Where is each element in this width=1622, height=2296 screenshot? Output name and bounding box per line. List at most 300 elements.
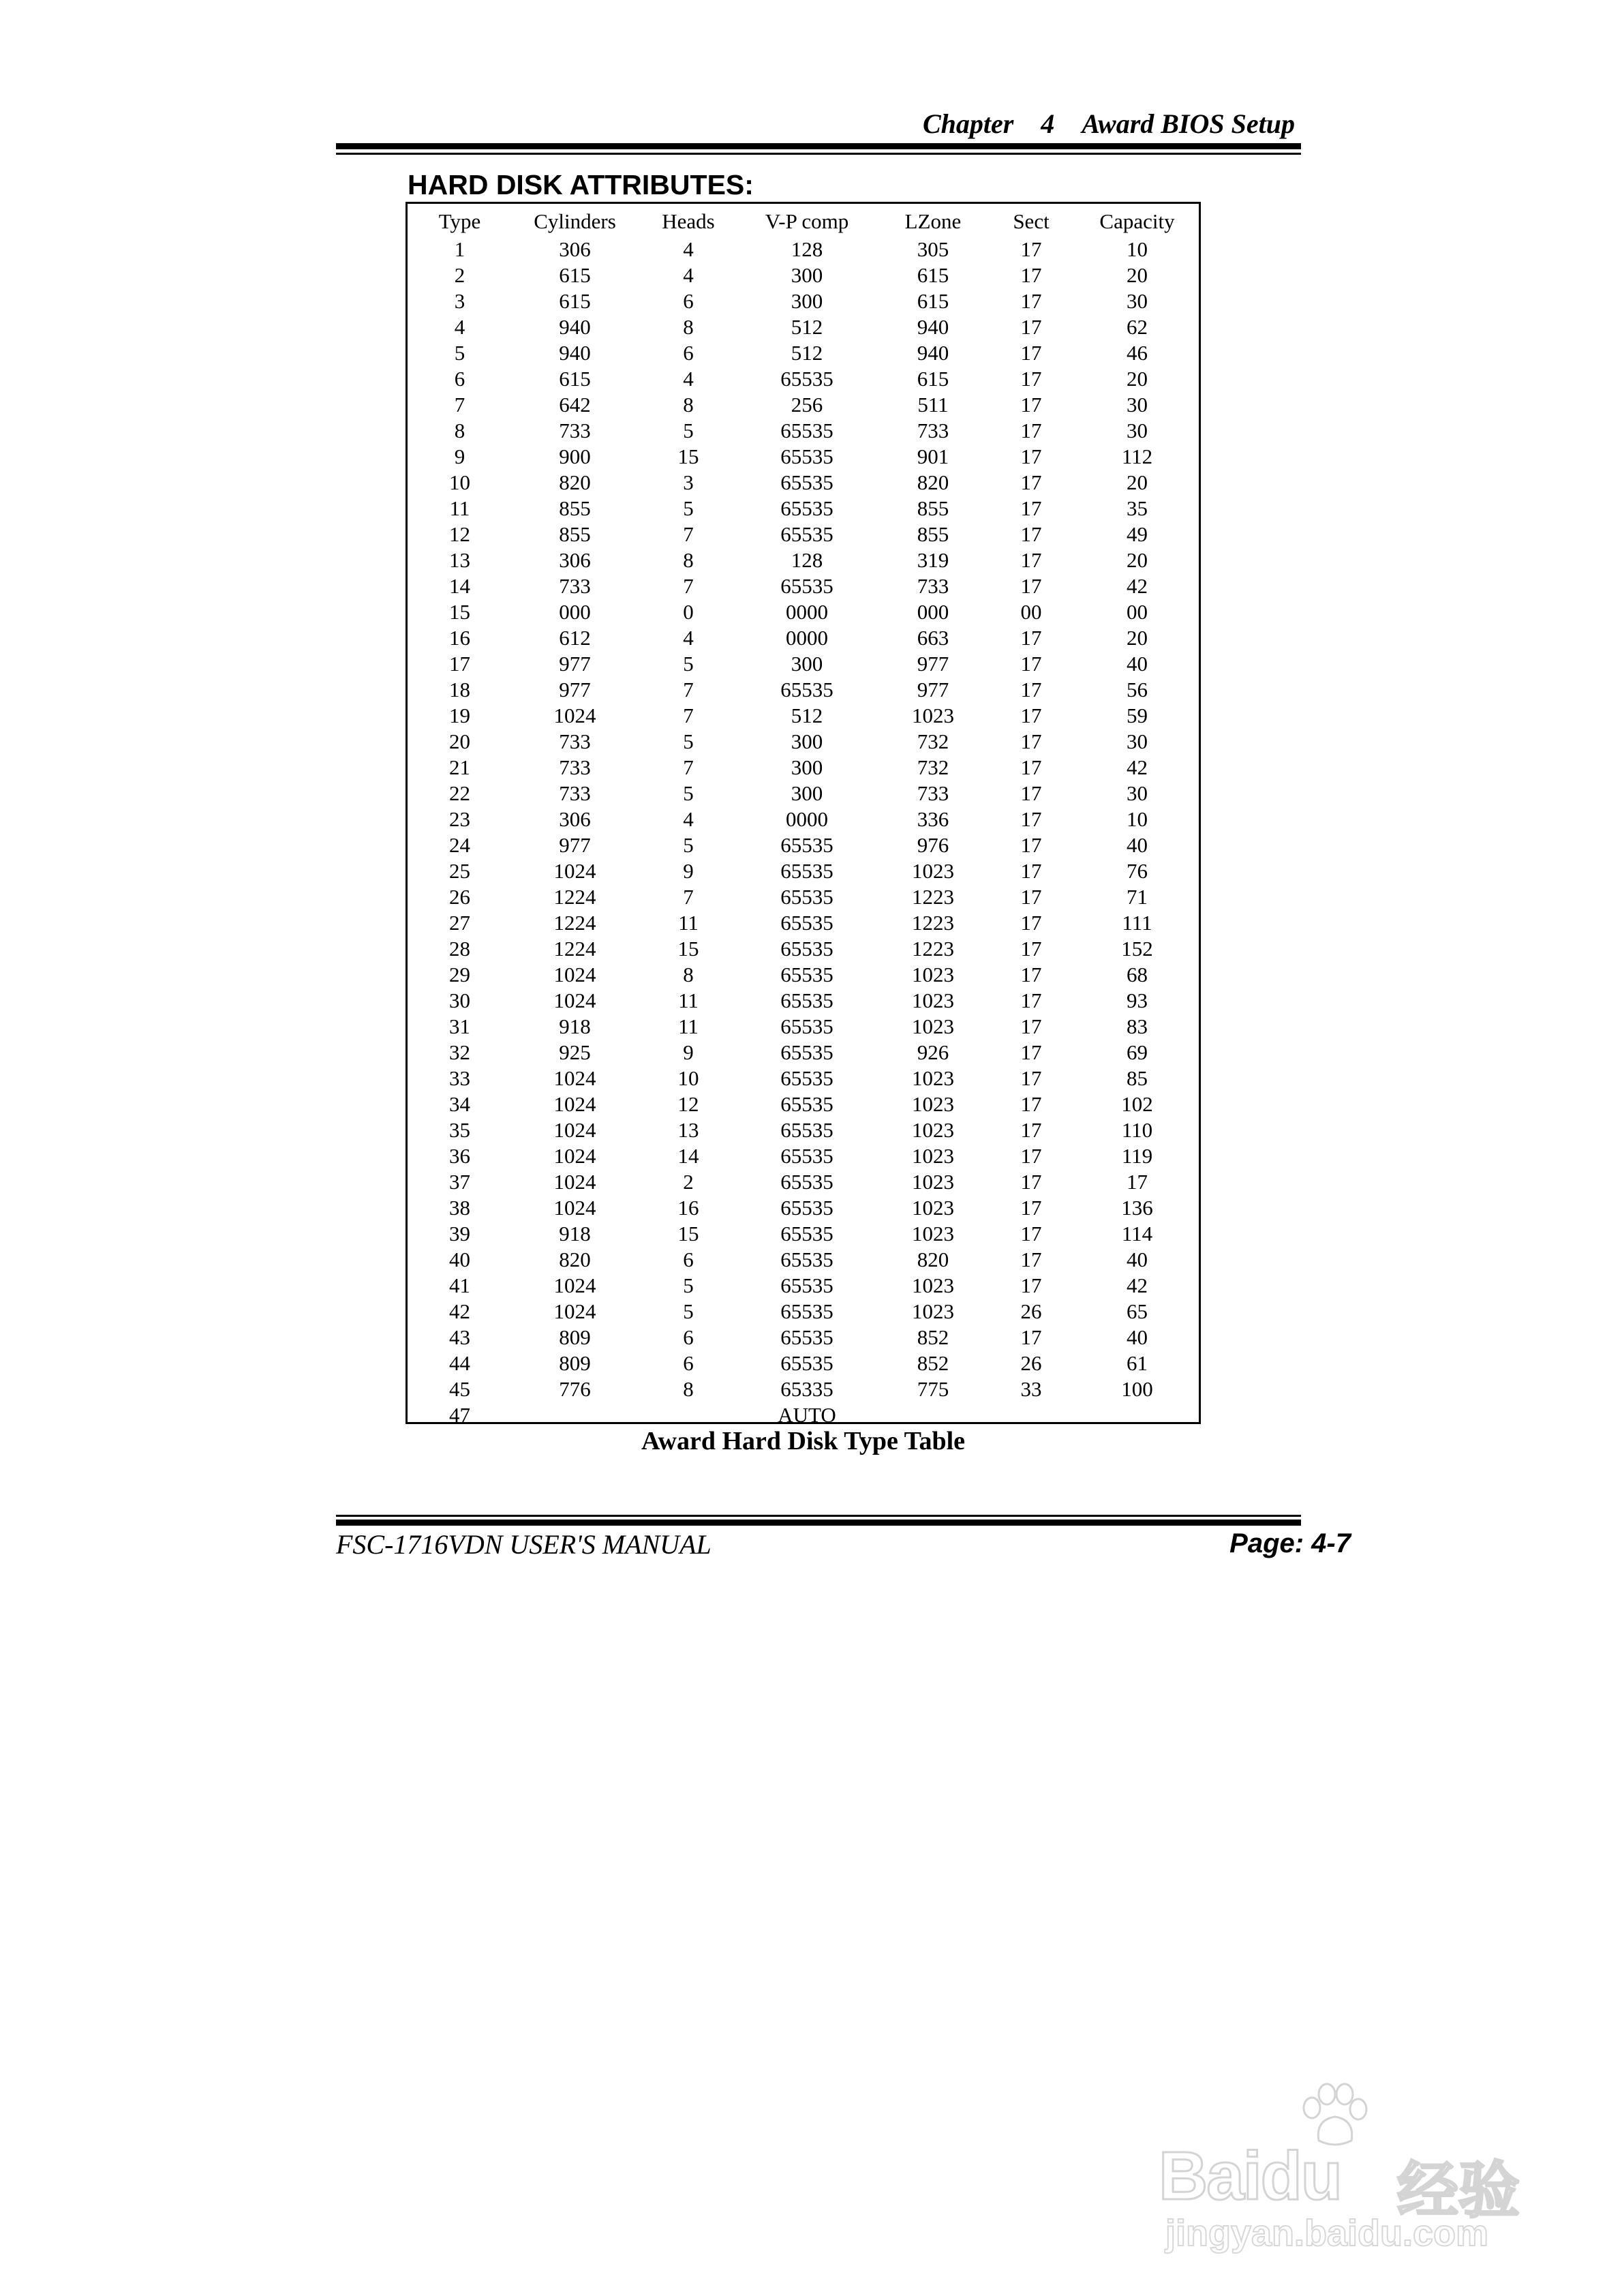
table-cell: 40 <box>1127 1248 1148 1271</box>
table-row <box>408 1221 1203 1247</box>
table-cell: 305 <box>917 237 949 261</box>
column-header: Cylinders <box>534 209 616 233</box>
table-row <box>408 832 1203 858</box>
table-cell: 40 <box>1127 833 1148 857</box>
column-header: Type <box>438 209 481 233</box>
table-cell: 59 <box>1127 704 1148 727</box>
table-cell: 68 <box>1127 963 1148 986</box>
table-cell: 5 <box>683 496 694 520</box>
table-cell: 13 <box>449 548 470 572</box>
table-row <box>408 1195 1203 1221</box>
table-cell: 319 <box>917 548 949 572</box>
table-cell: 20 <box>1127 263 1148 287</box>
table-row <box>408 884 1203 910</box>
table-cell: 17 <box>1127 1170 1148 1194</box>
table-cell: 8 <box>683 315 694 339</box>
table-row <box>408 1066 1203 1091</box>
table-cell: 733 <box>917 781 949 805</box>
table-cell: 7 <box>683 678 694 701</box>
table-cell: 15 <box>449 600 470 624</box>
table-cell: 14 <box>449 574 470 598</box>
table-cell: AUTO <box>778 1403 836 1427</box>
table-cell: 615 <box>917 289 949 313</box>
table-cell: 30 <box>449 988 470 1012</box>
table-cell: 615 <box>559 367 591 391</box>
table-cell: 65535 <box>780 885 833 909</box>
table-cell: 1023 <box>912 704 954 727</box>
table-cell: 1024 <box>553 859 596 883</box>
table-cell: 33 <box>449 1066 470 1090</box>
page-header <box>896 108 1295 140</box>
table-body <box>408 237 1203 1428</box>
table-cell: 00 <box>1127 600 1148 624</box>
table-cell: 65335 <box>780 1377 833 1401</box>
table-cell: 37 <box>449 1170 470 1194</box>
table-cell: 1 <box>454 237 465 261</box>
table-cell: 300 <box>791 652 823 676</box>
table-cell: 2 <box>454 263 465 287</box>
table-row <box>408 314 1203 340</box>
table-cell: 14 <box>677 1144 699 1168</box>
table-cell: 20 <box>449 729 470 753</box>
table-row <box>408 1402 1203 1428</box>
table-cell: 300 <box>791 729 823 753</box>
table-cell: 977 <box>559 652 591 676</box>
table-cell: 17 <box>1020 548 1042 572</box>
table-row <box>408 625 1203 651</box>
table-cell: 7 <box>454 393 465 417</box>
table-cell: 11 <box>678 1014 699 1038</box>
table-cell: 34 <box>449 1092 470 1116</box>
column-header: Heads <box>662 209 715 233</box>
table-cell <box>875 1402 991 1428</box>
table-row <box>408 496 1203 522</box>
table-cell: 6 <box>683 1351 694 1375</box>
table-cell: 977 <box>559 678 591 701</box>
chapter-number: 4 <box>1041 108 1055 139</box>
table-cell: 19 <box>449 704 470 727</box>
table-cell: 1224 <box>553 937 596 961</box>
table-cell: 1223 <box>912 885 954 909</box>
table-cell: 17 <box>1020 937 1042 961</box>
table-cell: 0000 <box>786 807 828 831</box>
table-cell: 8 <box>683 963 694 986</box>
footer-rule-thick <box>336 1520 1301 1526</box>
table-cell: 17 <box>1020 963 1042 986</box>
table-cell: 977 <box>917 678 949 701</box>
table-cell: 40 <box>1127 652 1148 676</box>
table-row <box>408 1143 1203 1169</box>
table-cell: 855 <box>917 496 949 520</box>
table-cell: 4 <box>454 315 465 339</box>
table-cell: 83 <box>1127 1014 1148 1038</box>
chapter-label: Chapter <box>922 108 1014 139</box>
table-cell: 65535 <box>780 444 833 468</box>
table-cell: 11 <box>449 496 470 520</box>
watermark-brand-du: du <box>1260 2138 1341 2214</box>
hard-disk-type-table <box>408 204 1203 1428</box>
table-cell: 152 <box>1121 937 1153 961</box>
table-cell: 2 <box>683 1170 694 1194</box>
table-cell: 11 <box>678 911 699 935</box>
table-cell: 5 <box>683 419 694 442</box>
table-cell: 940 <box>917 341 949 365</box>
table-cell: 776 <box>559 1377 591 1401</box>
table-cell: 69 <box>1127 1040 1148 1064</box>
table-cell: 7 <box>683 522 694 546</box>
table-cell: 65535 <box>780 496 833 520</box>
table-row <box>408 1091 1203 1117</box>
table-row <box>408 288 1203 314</box>
table-cell: 1023 <box>912 1144 954 1168</box>
table-cell: 20 <box>1127 548 1148 572</box>
table-cell: 17 <box>1020 522 1042 546</box>
table-cell: 1023 <box>912 1118 954 1142</box>
table-cell: 65535 <box>780 1040 833 1064</box>
hard-disk-table-frame <box>406 202 1201 1427</box>
column-header: V-P comp <box>765 209 849 233</box>
table-cell: 9 <box>683 859 694 883</box>
table-cell: 30 <box>1127 289 1148 313</box>
table-cell: 110 <box>1121 1118 1153 1142</box>
table-cell: 17 <box>1020 1092 1042 1116</box>
table-cell: 732 <box>917 729 949 753</box>
table-row <box>408 599 1203 625</box>
table-cell <box>1071 1402 1203 1428</box>
table-cell: 17 <box>1020 1325 1042 1349</box>
table-cell: 45 <box>449 1377 470 1401</box>
table-cell: 65535 <box>780 1066 833 1090</box>
table-cell: 4 <box>683 367 694 391</box>
table-cell: 733 <box>559 574 591 598</box>
table-cell: 35 <box>449 1118 470 1142</box>
table-cell: 8 <box>683 548 694 572</box>
table-cell: 1023 <box>912 1092 954 1116</box>
table-cell: 820 <box>559 1248 591 1271</box>
table-cell: 65535 <box>780 859 833 883</box>
table-cell: 4 <box>683 263 694 287</box>
table-cell: 46 <box>1127 341 1148 365</box>
table-cell: 1023 <box>912 1196 954 1220</box>
table-cell: 30 <box>1127 729 1148 753</box>
table-cell: 926 <box>917 1040 949 1064</box>
table-cell: 93 <box>1127 988 1148 1012</box>
table-cell: 65535 <box>780 1118 833 1142</box>
table-cell: 17 <box>1020 833 1042 857</box>
table-cell: 0000 <box>786 626 828 650</box>
table-cell: 35 <box>1127 496 1148 520</box>
table-cell: 820 <box>559 470 591 494</box>
table-cell: 29 <box>449 963 470 986</box>
table-cell: 901 <box>917 444 949 468</box>
table-cell: 809 <box>559 1325 591 1349</box>
table-cell: 15 <box>677 937 699 961</box>
table-cell: 17 <box>1020 1196 1042 1220</box>
table-cell: 17 <box>1020 237 1042 261</box>
table-cell: 855 <box>559 522 591 546</box>
table-cell: 5 <box>683 652 694 676</box>
table-cell: 977 <box>917 652 949 676</box>
table-cell: 65535 <box>780 937 833 961</box>
table-row <box>408 1040 1203 1066</box>
table-cell: 17 <box>1020 1040 1042 1064</box>
table-cell: 00 <box>1020 600 1042 624</box>
table-cell: 65535 <box>780 1222 833 1245</box>
table-cell: 17 <box>1020 781 1042 805</box>
table-cell: 17 <box>1020 755 1042 779</box>
table-cell: 256 <box>791 393 823 417</box>
table-cell: 65535 <box>780 1196 833 1220</box>
table-cell: 17 <box>1020 911 1042 935</box>
table-cell: 612 <box>559 626 591 650</box>
column-header: LZone <box>904 209 962 233</box>
table-cell: 65535 <box>780 833 833 857</box>
table-cell <box>991 1402 1071 1428</box>
table-cell: 855 <box>559 496 591 520</box>
table-row <box>408 418 1203 444</box>
table-cell: 6 <box>683 1325 694 1349</box>
table-cell: 1024 <box>553 963 596 986</box>
table-cell: 25 <box>449 859 470 883</box>
table-cell: 22 <box>449 781 470 805</box>
table-cell: 17 <box>1020 885 1042 909</box>
table-cell: 76 <box>1127 859 1148 883</box>
table-cell: 17 <box>1020 263 1042 287</box>
table-cell: 5 <box>454 341 465 365</box>
table-cell: 39 <box>449 1222 470 1245</box>
table-row <box>408 470 1203 496</box>
table-cell: 900 <box>559 444 591 468</box>
table-cell: 1024 <box>553 1170 596 1194</box>
table-cell <box>512 1402 638 1428</box>
table-cell: 17 <box>1020 1066 1042 1090</box>
table-cell: 42 <box>1127 574 1148 598</box>
table-cell: 65535 <box>780 1014 833 1038</box>
table-cell: 28 <box>449 937 470 961</box>
table-cell: 100 <box>1121 1377 1153 1401</box>
table-cell: 17 <box>1020 341 1042 365</box>
table-cell: 6 <box>454 367 465 391</box>
table-cell: 977 <box>559 833 591 857</box>
table-cell: 512 <box>791 315 823 339</box>
watermark-brand: Bai <box>1159 2138 1261 2214</box>
table-cell: 24 <box>449 833 470 857</box>
table-cell: 306 <box>559 237 591 261</box>
table-row <box>408 444 1203 470</box>
table-row <box>408 1117 1203 1143</box>
table-cell: 10 <box>449 470 470 494</box>
table-cell: 17 <box>1020 1273 1042 1297</box>
table-cell: 1023 <box>912 988 954 1012</box>
table-row <box>408 366 1203 392</box>
table-cell: 17 <box>1020 1118 1042 1142</box>
table-caption: Award Hard Disk Type Table <box>641 1427 966 1455</box>
table-cell: 128 <box>791 548 823 572</box>
table-cell: 136 <box>1121 1196 1153 1220</box>
table-cell: 44 <box>449 1351 470 1375</box>
table-cell: 17 <box>1020 1144 1042 1168</box>
table-row <box>408 1299 1203 1325</box>
table-cell: 13 <box>677 1118 699 1142</box>
table-cell: 40 <box>449 1248 470 1271</box>
table-cell: 17 <box>1020 704 1042 727</box>
table-row <box>408 729 1203 755</box>
table-cell: 1024 <box>553 1092 596 1116</box>
table-cell: 306 <box>559 548 591 572</box>
table-cell: 61 <box>1127 1351 1148 1375</box>
page-number: Page: 4-7 <box>1229 1528 1351 1558</box>
table-cell: 65535 <box>780 1248 833 1271</box>
table-cell: 40 <box>1127 1325 1148 1349</box>
table-cell: 1024 <box>553 1273 596 1297</box>
table-cell: 1023 <box>912 1273 954 1297</box>
table-row <box>408 910 1203 936</box>
table-cell: 6 <box>683 289 694 313</box>
table-cell: 47 <box>449 1403 470 1427</box>
table-row <box>408 1247 1203 1273</box>
table-cell: 3 <box>454 289 465 313</box>
table-cell: 5 <box>683 729 694 753</box>
table-cell: 32 <box>449 1040 470 1064</box>
table-cell: 9 <box>683 1040 694 1064</box>
table-cell: 1024 <box>553 1196 596 1220</box>
table-cell: 11 <box>678 988 699 1012</box>
table-cell: 128 <box>791 237 823 261</box>
table-cell: 65535 <box>780 522 833 546</box>
table-cell: 26 <box>1020 1299 1042 1323</box>
table-cell: 65535 <box>780 1351 833 1375</box>
table-cell: 8 <box>683 1377 694 1401</box>
table-cell: 17 <box>1020 729 1042 753</box>
table-cell <box>638 1402 739 1428</box>
table-row <box>408 1014 1203 1040</box>
table-row <box>408 340 1203 366</box>
table-cell: 20 <box>1127 367 1148 391</box>
table-cell: 10 <box>1127 807 1148 831</box>
table-cell: 65535 <box>780 678 833 701</box>
table-cell: 1023 <box>912 859 954 883</box>
table-cell: 8 <box>454 419 465 442</box>
table-cell: 1023 <box>912 963 954 986</box>
table-cell: 10 <box>677 1066 699 1090</box>
table-cell: 615 <box>559 289 591 313</box>
table-cell: 615 <box>559 263 591 287</box>
table-cell: 17 <box>1020 807 1042 831</box>
table-cell: 43 <box>449 1325 470 1349</box>
table-cell: 17 <box>1020 988 1042 1012</box>
table-cell: 62 <box>1127 315 1148 339</box>
table-cell: 4 <box>683 626 694 650</box>
table-cell: 000 <box>917 600 949 624</box>
table-cell: 65535 <box>780 1299 833 1323</box>
table-row <box>408 1273 1203 1299</box>
table-cell: 918 <box>559 1014 591 1038</box>
table-cell: 1023 <box>912 1014 954 1038</box>
table-cell: 732 <box>917 755 949 779</box>
table-cell: 18 <box>449 678 470 701</box>
table-cell: 733 <box>917 419 949 442</box>
section-title: HARD DISK ATTRIBUTES: <box>408 169 754 200</box>
table-cell: 16 <box>449 626 470 650</box>
table-cell: 1024 <box>553 1118 596 1142</box>
manual-title: FSC-1716VDN USER'S MANUAL <box>336 1529 711 1560</box>
table-cell: 820 <box>917 1248 949 1271</box>
table-cell: 000 <box>559 600 591 624</box>
table-header-row <box>408 204 1203 237</box>
table-row <box>408 988 1203 1014</box>
table-cell: 17 <box>1020 859 1042 883</box>
table-row <box>408 262 1203 288</box>
chapter-title: Award BIOS Setup <box>1082 108 1295 139</box>
column-header: Sect <box>1013 209 1050 233</box>
table-row <box>408 392 1203 418</box>
table-row <box>408 547 1203 573</box>
table-cell: 7 <box>683 704 694 727</box>
table-cell: 65535 <box>780 1325 833 1349</box>
table-row <box>408 962 1203 988</box>
table-row <box>408 1376 1203 1402</box>
table-cell: 300 <box>791 781 823 805</box>
table-cell: 0000 <box>786 600 828 624</box>
table-cell: 71 <box>1127 885 1148 909</box>
table-cell: 112 <box>1121 444 1153 468</box>
table-cell: 0 <box>683 600 694 624</box>
table-cell: 26 <box>1020 1351 1042 1375</box>
header-rule-thick <box>336 143 1301 149</box>
table-row <box>408 755 1203 781</box>
table-cell: 7 <box>683 885 694 909</box>
table-cell: 20 <box>1127 470 1148 494</box>
table-cell: 65535 <box>780 988 833 1012</box>
table-cell: 65535 <box>780 367 833 391</box>
table-cell: 17 <box>1020 678 1042 701</box>
table-cell: 1023 <box>912 1299 954 1323</box>
table-cell: 17 <box>1020 496 1042 520</box>
table-cell: 976 <box>917 833 949 857</box>
table-cell: 1224 <box>553 885 596 909</box>
table-cell: 1223 <box>912 937 954 961</box>
table-cell: 512 <box>791 704 823 727</box>
table-cell: 5 <box>683 1299 694 1323</box>
table-cell: 1024 <box>553 704 596 727</box>
table-cell: 5 <box>683 1273 694 1297</box>
table-cell: 65535 <box>780 574 833 598</box>
table-cell: 30 <box>1127 419 1148 442</box>
table-cell: 114 <box>1121 1222 1153 1245</box>
table-cell: 17 <box>1020 444 1042 468</box>
table-cell: 7 <box>683 755 694 779</box>
table-cell: 30 <box>1127 393 1148 417</box>
column-header: Capacity <box>1099 209 1175 233</box>
table-cell: 31 <box>449 1014 470 1038</box>
table-cell: 15 <box>677 1222 699 1245</box>
table-row <box>408 703 1203 729</box>
table-cell: 65535 <box>780 1092 833 1116</box>
table-cell: 65535 <box>780 419 833 442</box>
table-row <box>408 1325 1203 1350</box>
table-cell: 10 <box>1127 237 1148 261</box>
table-cell: 3 <box>683 470 694 494</box>
table-cell: 21 <box>449 755 470 779</box>
table-cell: 42 <box>1127 1273 1148 1297</box>
table-cell: 17 <box>1020 315 1042 339</box>
table-row <box>408 781 1203 806</box>
table-cell: 852 <box>917 1351 949 1375</box>
table-cell: 5 <box>683 833 694 857</box>
table-cell: 733 <box>559 729 591 753</box>
table-cell: 642 <box>559 393 591 417</box>
table-cell: 17 <box>1020 1014 1042 1038</box>
